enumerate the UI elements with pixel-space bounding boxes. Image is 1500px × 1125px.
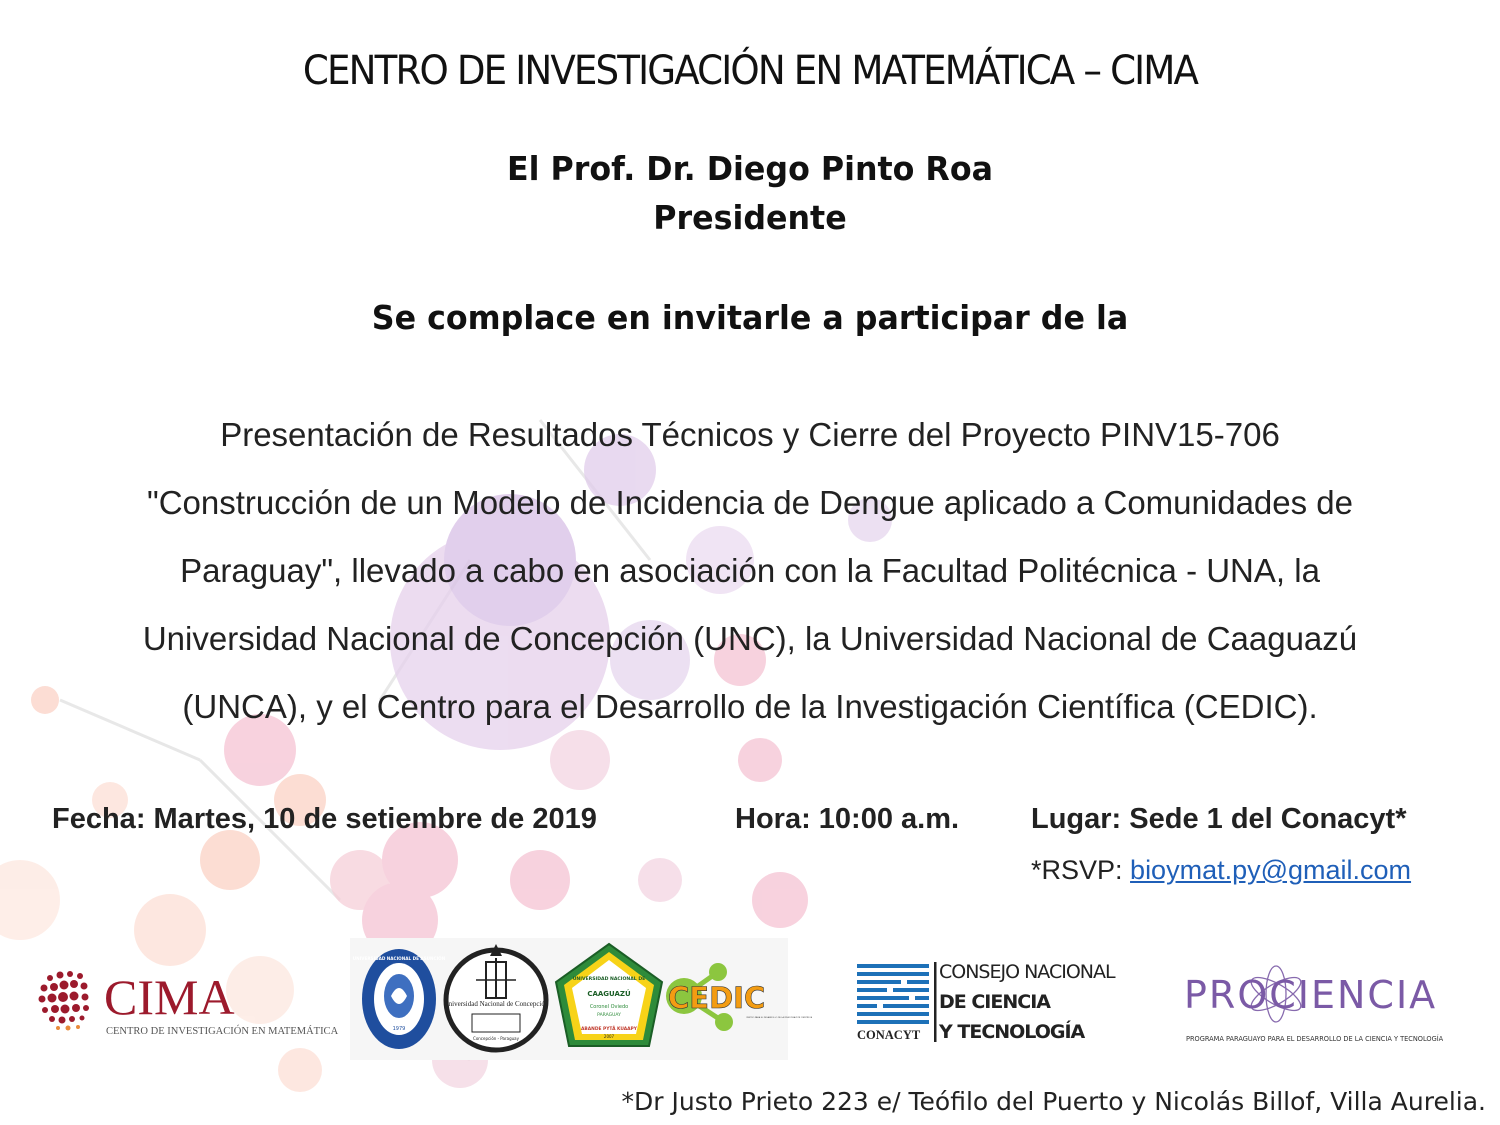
host-role: Presidente <box>653 198 847 237</box>
unca-logo-top: UNIVERSIDAD NACIONAL DE <box>572 977 646 982</box>
cima-logo-name: CIMA <box>104 969 235 1025</box>
event-place: Lugar: Sede 1 del Conacyt* <box>1031 803 1407 835</box>
event-description-line: "Construcción de un Modelo de Incidencia de Dengue aplicado a Comunidades de <box>146 484 1353 521</box>
conacyt-logo-line1: CONSEJO NACIONAL <box>939 961 1115 983</box>
unc-logo-city: Concepción - Paraguay <box>473 1036 519 1041</box>
conacyt-logo <box>855 958 1155 1044</box>
conacyt-logo-abbr: CONACYT <box>857 1028 921 1042</box>
unca-logo <box>554 942 664 1054</box>
invitation-text: Se complace en invitarle a participar de la <box>371 298 1129 337</box>
rsvp-email-link[interactable]: bioymat.py@gmail.com <box>1130 855 1412 885</box>
rsvp <box>1031 855 1411 886</box>
unc-logo <box>440 940 552 1052</box>
conacyt-logo-line3: Y TECNOLOGÍA <box>939 1021 1085 1043</box>
una-logo-year: 1979 <box>392 1026 406 1032</box>
prociencia-logo <box>1180 958 1486 1048</box>
host-name: El Prof. Dr. Diego Pinto Roa <box>507 149 993 188</box>
unca-logo-city: Coronel Oviedo <box>589 1004 629 1010</box>
event-date: Fecha: Martes, 10 de setiembre de 2019 <box>52 803 597 835</box>
unca-logo-motto: ABANDE PYTÃ KUAAPY <box>581 1027 637 1032</box>
una-logo-ring-text: UNIVERSIDAD NACIONAL DE ASUNCIÓN <box>352 956 446 961</box>
cima-logo <box>36 966 339 1040</box>
cedic-logo <box>664 960 812 1040</box>
unca-logo-country: PARAGUAY <box>597 1013 621 1018</box>
unca-logo-year: 2007 <box>603 1034 615 1039</box>
event-time: Hora: 10:00 a.m. <box>735 803 960 835</box>
event-description-line: Universidad Nacional de Concepción (UNC), la Universidad Nacional de Caaguazú <box>142 620 1358 657</box>
cedic-logo-name: CEDIC <box>668 981 766 1015</box>
una-logo <box>352 946 446 1052</box>
unc-logo-name: Universidad Nacional de Concepción <box>443 1000 549 1008</box>
unca-logo-name: CAAGUAZÚ <box>587 990 631 998</box>
prociencia-logo-subtitle: PROGRAMA PARAGUAYO PARA EL DESARROLLO DE LA CIENCIA Y TECNOLOGÍA <box>1186 1035 1444 1043</box>
cima-logo-subtitle: CENTRO DE INVESTIGACIÓN EN MATEMÁTICA <box>106 1026 339 1037</box>
page-title: CENTRO DE INVESTIGACIÓN EN MATEMÁTICA – CIMA <box>302 48 1198 94</box>
address-footnote: *Dr Justo Prieto 223 e/ Teófilo del Puerto y Nicolás Billof, Villa Aurelia. <box>621 1087 1486 1116</box>
cedic-logo-subtitle: CENTRO PARA EL DESARROLLO DE LA INVESTIGACIÓN CIENTÍFICA <box>746 1017 812 1019</box>
prociencia-logo-name: PROCIENCIA <box>1184 973 1438 1017</box>
event-description-line: Presentación de Resultados Técnicos y Cierre del Proyecto PINV15-706 <box>220 416 1280 453</box>
event-description-line: (UNCA), y el Centro para el Desarrollo de la Investigación Científica (CEDIC). <box>182 688 1318 725</box>
event-description-line: Paraguay", llevado a cabo en asociación con la Facultad Politécnica - UNA, la <box>180 552 1320 589</box>
conacyt-logo-line2: DE CIENCIA <box>939 991 1050 1013</box>
rsvp-label: *RSVP: <box>1031 855 1131 885</box>
